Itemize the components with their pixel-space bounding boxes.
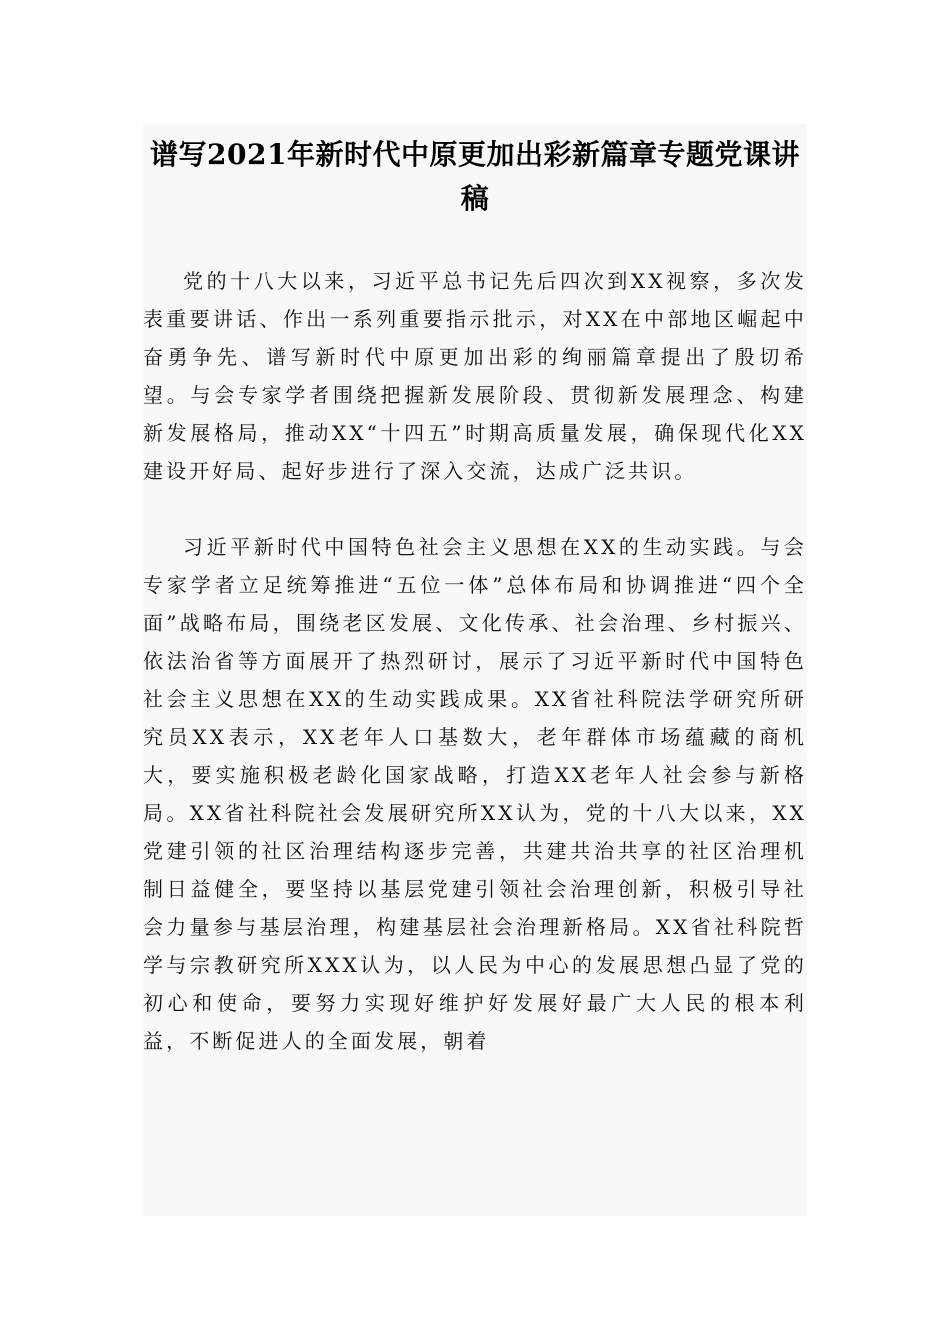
document-body xyxy=(143,124,807,1216)
paragraph-2: 习近平新时代中国特色社会主义思想在XX的生动实践。与会专家学者立足统筹推进“五位一体”总体布局和协调推进“四个全面”战略布局，围绕老区发展、文化传承、社会治理、乡村振兴、依法治省等方面展开了热烈研讨，展示了习近平新时代中国特色社会主义思想在XX的生动实践成果。XX省社科院法学研究所研究员XX表示，XX老年人口基数大，老年群体市场蕴藏的商机大，要实施积极老龄化国家战略，打造XX老年人社会参与新格局。XX省社科院社会发展研究所XX认为，党的十八大以来，XX党建引领的社区治理结构逐步完善，共建共治共享的社区治理机制日益健全，要坚持以基层党建引领社会治理创新，积极引导社会力量参与基层治理，构建基层社会治理新格局。XX省社科院哲学与宗教研究所XXX认为，以人民为中心的发展思想凸显了党的初心和使命，要努力实现好维护好发展好最广大人民的根本利益，不断促进人的全面发展，朝着 xyxy=(143,535,807,1053)
paragraph-1: 党的十八大以来，习近平总书记先后四次到XX视察，多次发表重要讲话、作出一系列重要指示批示，对XX在中部地区崛起中奋勇争先、谱写新时代中原更加出彩的绚丽篇章提出了殷切希望。与会专家学者围绕把握新发展阶段、贯彻新发展理念、构建新发展格局，推动XX“十四五”时期高质量发展，确保现代化XX建设开好局、起好步进行了深入交流，达成广泛共识。 xyxy=(143,269,807,483)
document-title: 谱写2021年新时代中原更加出彩新篇章专题党课讲稿 xyxy=(150,138,800,215)
